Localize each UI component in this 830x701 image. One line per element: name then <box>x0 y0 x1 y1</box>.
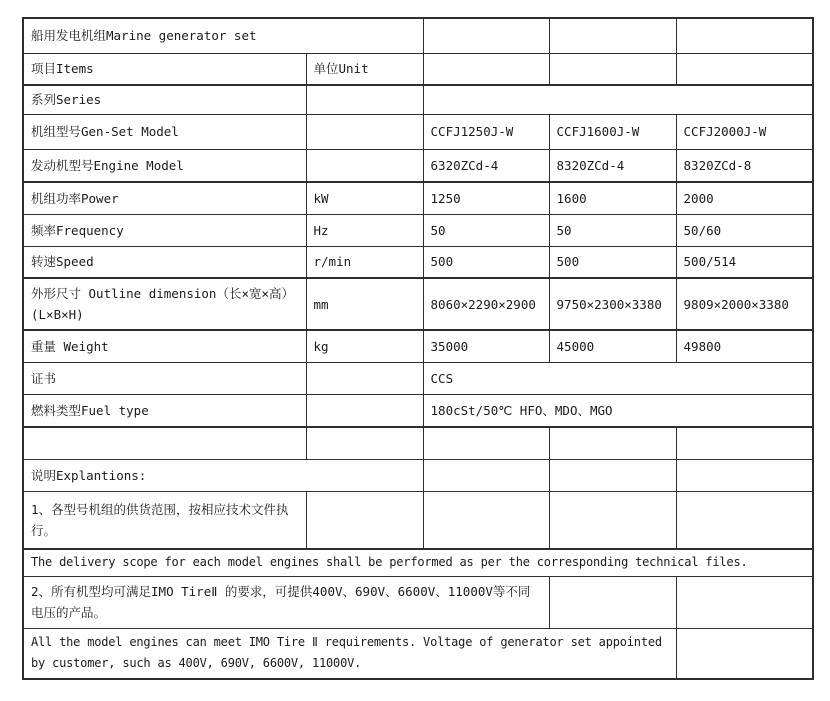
empty-cell <box>423 53 549 85</box>
empty-cell <box>676 576 813 628</box>
empty-cell <box>423 427 549 459</box>
weight-label: 重量 Weight <box>23 330 306 362</box>
row-fuel-type <box>23 394 813 427</box>
title-cell: 船用发电机组Marine generator set <box>23 18 423 53</box>
spec-table <box>22 17 814 680</box>
genset-model-value-2: CCFJ1600J-W <box>549 114 676 149</box>
power-value-2: 1600 <box>549 182 676 214</box>
genset-model-unit <box>306 114 423 149</box>
weight-unit: kg <box>306 330 423 362</box>
speed-label: 转速Speed <box>23 246 306 278</box>
dimension-label-line2: (L×B×H) <box>31 307 84 322</box>
certificate-label: 证书 <box>23 362 306 394</box>
empty-cell <box>676 628 813 679</box>
frequency-label: 频率Frequency <box>23 214 306 246</box>
row-speed <box>23 246 813 278</box>
certificate-value: CCS <box>423 362 813 394</box>
empty-cell <box>676 459 813 491</box>
genset-model-label: 机组型号Gen-Set Model <box>23 114 306 149</box>
empty-cell <box>306 394 423 427</box>
row-certificate <box>23 362 813 394</box>
empty-cell <box>549 576 676 628</box>
row-note2-zh <box>23 576 813 628</box>
empty-cell <box>676 53 813 85</box>
note1-en-cell: The delivery scope for each model engines shall be performed as per the corresponding technical files. <box>23 549 813 576</box>
weight-value-1: 35000 <box>423 330 549 362</box>
row-engine-model <box>23 149 813 182</box>
row-dimension <box>23 278 813 330</box>
speed-unit: r/min <box>306 246 423 278</box>
speed-value-3: 500/514 <box>676 246 813 278</box>
note1-zh-cell: 1、各型号机组的供货范围，按相应技术文件执行。 <box>23 491 306 549</box>
row-notes-heading <box>23 459 813 491</box>
empty-cell <box>676 491 813 549</box>
dimension-value-3: 9809×2000×3380 <box>676 278 813 330</box>
speed-value-1: 500 <box>423 246 549 278</box>
empty-cell <box>306 362 423 394</box>
frequency-unit: Hz <box>306 214 423 246</box>
fuel-type-value: 180cSt/50℃ HFO、MDO、MGO <box>423 394 813 427</box>
power-label: 机组功率Power <box>23 182 306 214</box>
row-note1-zh <box>23 491 813 549</box>
row-power <box>23 182 813 214</box>
empty-cell <box>306 491 423 549</box>
empty-cell <box>676 18 813 53</box>
power-value-1: 1250 <box>423 182 549 214</box>
dimension-label-line1: 外形尺寸 Outline dimension（长×宽×高） <box>31 286 295 301</box>
speed-value-2: 500 <box>549 246 676 278</box>
weight-value-2: 45000 <box>549 330 676 362</box>
engine-model-value-2: 8320ZCd-4 <box>549 149 676 182</box>
row-note2-en <box>23 628 813 679</box>
notes-heading-cell: 说明Explantions: <box>23 459 423 491</box>
empty-cell <box>549 427 676 459</box>
row-note1-en <box>23 549 813 576</box>
note2-en-cell: All the model engines can meet IMO Tire Ⅱ requirements. Voltage of generator set appointed by customer, such as 400V, 690V, 6600V, 11000V. <box>23 628 676 679</box>
power-value-3: 2000 <box>676 182 813 214</box>
empty-cell <box>423 18 549 53</box>
dimension-value-1: 8060×2290×2900 <box>423 278 549 330</box>
weight-value-3: 49800 <box>676 330 813 362</box>
engine-model-value-1: 6320ZCd-4 <box>423 149 549 182</box>
row-header <box>23 53 813 85</box>
empty-cell <box>423 85 813 114</box>
row-frequency <box>23 214 813 246</box>
power-unit: kW <box>306 182 423 214</box>
empty-cell <box>549 459 676 491</box>
empty-cell <box>676 427 813 459</box>
empty-cell <box>306 85 423 114</box>
engine-model-unit <box>306 149 423 182</box>
unit-header-cell: 单位Unit <box>306 53 423 85</box>
items-header-cell: 项目Items <box>23 53 306 85</box>
fuel-type-label: 燃料类型Fuel type <box>23 394 306 427</box>
empty-cell <box>306 427 423 459</box>
row-series <box>23 85 813 114</box>
frequency-value-1: 50 <box>423 214 549 246</box>
dimension-value-2: 9750×2300×3380 <box>549 278 676 330</box>
engine-model-value-3: 8320ZCd-8 <box>676 149 813 182</box>
row-title <box>23 18 813 53</box>
empty-cell <box>23 427 306 459</box>
series-label-cell: 系列Series <box>23 85 306 114</box>
genset-model-value-3: CCFJ2000J-W <box>676 114 813 149</box>
row-weight <box>23 330 813 362</box>
dimension-label-cell <box>23 278 306 330</box>
empty-cell <box>549 18 676 53</box>
note2-zh-cell: 2、所有机型均可满足IMO TireⅡ 的要求，可提供400V、690V、6600V、11000V等不同电压的产品。 <box>23 576 549 628</box>
row-empty <box>23 427 813 459</box>
empty-cell <box>549 53 676 85</box>
empty-cell <box>423 491 549 549</box>
empty-cell <box>549 491 676 549</box>
frequency-value-2: 50 <box>549 214 676 246</box>
engine-model-label: 发动机型号Engine Model <box>23 149 306 182</box>
empty-cell <box>423 459 549 491</box>
genset-model-value-1: CCFJ1250J-W <box>423 114 549 149</box>
frequency-value-3: 50/60 <box>676 214 813 246</box>
row-genset-model <box>23 114 813 149</box>
dimension-unit: mm <box>306 278 423 330</box>
